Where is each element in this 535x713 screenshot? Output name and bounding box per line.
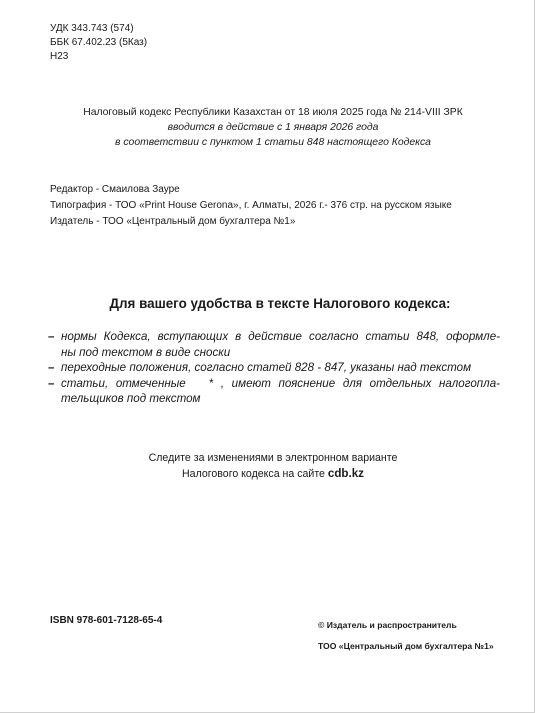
list-item-line: переходные положения, согласно статей 828 - 847, указаны над текстом [61,361,472,374]
isbn-number: ISBN 978-601-7128-65-4 [50,615,163,626]
list-item [48,360,500,376]
udk-code: УДК 343.743 (574) [50,23,134,34]
printing-credit: Типография - ТОО «Print House Gerona», г. Алматы, 2026 г.- 376 стр. на русском языке [50,200,452,211]
conventions-list [48,329,500,407]
bullet-dash: – [48,361,55,374]
conventions-title: Для вашего удобства в тексте Налогового кодекса: [109,296,451,311]
publisher-credit: Издатель - ТОО «Центральный дом бухгалтера №1» [50,216,296,227]
editor-credit: Редактор - Смаилова Зауре [50,184,180,195]
copyright-notice: © Издатель и распространитель [318,620,457,630]
promo-prefix: Налогового кодекса на сайте [182,468,328,480]
publisher-block [318,615,494,657]
promo-line: Следите за изменениями в электронном варианте [148,452,398,464]
credits-block [50,182,452,230]
list-item [48,376,500,407]
law-title: Налоговый кодекс Республики Казахстан от 18 июля 2025 года № 214-VIII ЗРК [83,107,463,118]
law-effective-basis: в соответствии с пунктом 1 статьи 848 настоящего Кодекса [115,137,431,148]
bullet-dash: – [48,376,55,390]
law-effective-date: вводится в действие с 1 января 2026 года [167,122,379,133]
bbk-code: ББК 67.402.23 (5Каз) [50,37,148,48]
classification-block [50,22,147,64]
list-item-line: нормы Кодекса, вступающих в действие согласно статьи 848, оформле- [61,330,500,343]
list-item-line: ны под текстом в виде сноски [61,345,231,359]
law-header [30,105,516,150]
author-mark: Н23 [50,51,69,62]
website-link: cdb.kz [327,467,364,480]
bullet-dash: – [48,330,55,343]
list-item-line: тельщиков под текстом [61,392,201,405]
list-item [48,329,500,360]
website-promo [30,450,516,482]
publisher-name: ТОО «Центральный дом бухгалтера №1» [318,641,494,651]
list-item-line: статьи, отмеченные * , имеют пояснение для отдельных налогопла- [61,376,500,390]
promo-line-with-site [30,466,516,482]
